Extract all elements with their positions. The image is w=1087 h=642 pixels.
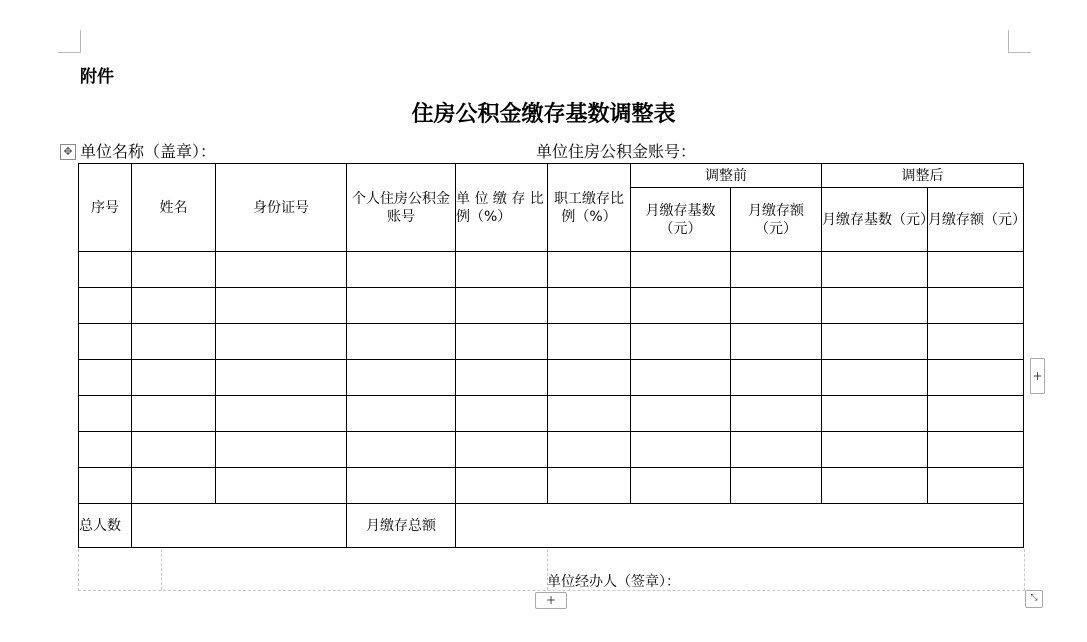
table-row xyxy=(79,324,1024,360)
header-before-adjustment: 调整前 xyxy=(631,164,822,188)
resize-handle-icon[interactable]: ⤡ xyxy=(1025,590,1043,608)
add-column-button[interactable]: + xyxy=(1030,358,1045,394)
unit-handler-label: 单位经办人（签章）： xyxy=(547,574,680,590)
table-row xyxy=(79,252,1024,288)
header-after-amount: 月缴存额（元） xyxy=(928,188,1024,252)
monthly-total-label: 月缴存总额 xyxy=(347,504,456,548)
summary-row xyxy=(79,504,1024,548)
total-people-label: 总人数 xyxy=(79,504,132,548)
attachment-label: 附件 xyxy=(80,67,114,87)
table-row xyxy=(79,396,1024,432)
table-row xyxy=(79,432,1024,468)
header-staff-ratio: 职工缴存比例（%） xyxy=(548,164,631,252)
page-corner-mark-top-left xyxy=(58,30,81,53)
header-after-base: 月缴存基数（元） xyxy=(822,188,928,252)
header-id-number: 身份证号 xyxy=(216,164,347,252)
header-name: 姓名 xyxy=(132,164,216,252)
header-personal-account: 个人住房公积金账号 xyxy=(347,164,456,252)
table-row xyxy=(79,360,1024,396)
monthly-total-value[interactable] xyxy=(456,504,1024,548)
table-row xyxy=(79,468,1024,504)
header-seq: 序号 xyxy=(79,164,132,252)
unit-account-label: 单位住房公积金账号： xyxy=(536,142,697,161)
dashed-divider xyxy=(161,549,162,590)
table-row xyxy=(79,288,1024,324)
add-row-button[interactable]: + xyxy=(535,592,567,609)
move-handle-icon[interactable]: ✥ xyxy=(60,144,76,160)
total-people-value[interactable] xyxy=(132,504,347,548)
header-unit-ratio: 单 位 缴 存 比例（%） xyxy=(456,164,548,252)
header-after-adjustment: 调整后 xyxy=(822,164,1024,188)
unit-name-label: 单位名称（盖章）： xyxy=(80,142,217,161)
document-title: 住房公积金缴存基数调整表 xyxy=(411,101,676,127)
page-corner-mark-top-right xyxy=(1008,30,1031,53)
header-before-amount: 月缴存额（元） xyxy=(731,188,822,252)
adjustment-table xyxy=(78,163,1024,548)
header-before-base: 月缴存基数（元） xyxy=(631,188,731,252)
